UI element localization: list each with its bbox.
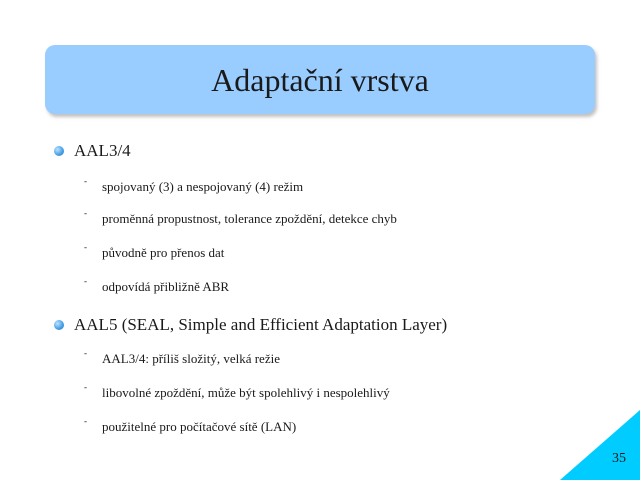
dash-icon: -	[84, 176, 87, 186]
dash-icon: -	[84, 208, 87, 218]
sub-item	[84, 348, 280, 366]
dash-icon: -	[84, 416, 87, 426]
page-number: 35	[612, 451, 626, 466]
sub-item-text: AAL3/4: příliš složitý, velká režie	[102, 351, 280, 366]
bullet-text: AAL3/4	[74, 141, 131, 160]
corner-triangle-shape	[560, 410, 640, 480]
sub-item-text: libovolné zpoždění, může být spolehlivý i nespolehlivý	[102, 385, 390, 400]
sub-item	[84, 382, 390, 400]
dash-icon: -	[84, 348, 87, 358]
sub-item	[84, 208, 397, 226]
sub-item	[84, 176, 304, 194]
sub-item	[84, 276, 230, 294]
bullet-dot-icon	[54, 146, 64, 156]
bullet-aal5	[54, 316, 447, 333]
sub-item-text: původně pro přenos dat	[102, 245, 225, 260]
sub-item-text: proměnná propustnost, tolerance zpoždění, detekce chyb	[102, 211, 397, 226]
dash-icon: -	[84, 242, 87, 252]
bullet-aal34	[54, 142, 131, 159]
corner-triangle	[560, 410, 640, 480]
sub-item	[84, 416, 297, 434]
sub-item-text: použitelné pro počítačové sítě (LAN)	[102, 419, 297, 434]
bullet-dot-icon	[54, 320, 64, 330]
slide-title-box	[45, 45, 595, 114]
dash-icon: -	[84, 276, 87, 286]
sub-item-text: odpovídá přibližně ABR	[102, 279, 230, 294]
dash-icon: -	[84, 382, 87, 392]
sub-item-text: spojovaný (3) a nespojovaný (4) režim	[102, 179, 304, 194]
sub-item	[84, 242, 225, 260]
slide-title: Adaptační vrstva	[211, 61, 429, 98]
bullet-text: AAL5 (SEAL, Simple and Efficient Adaptation Layer)	[74, 315, 448, 334]
